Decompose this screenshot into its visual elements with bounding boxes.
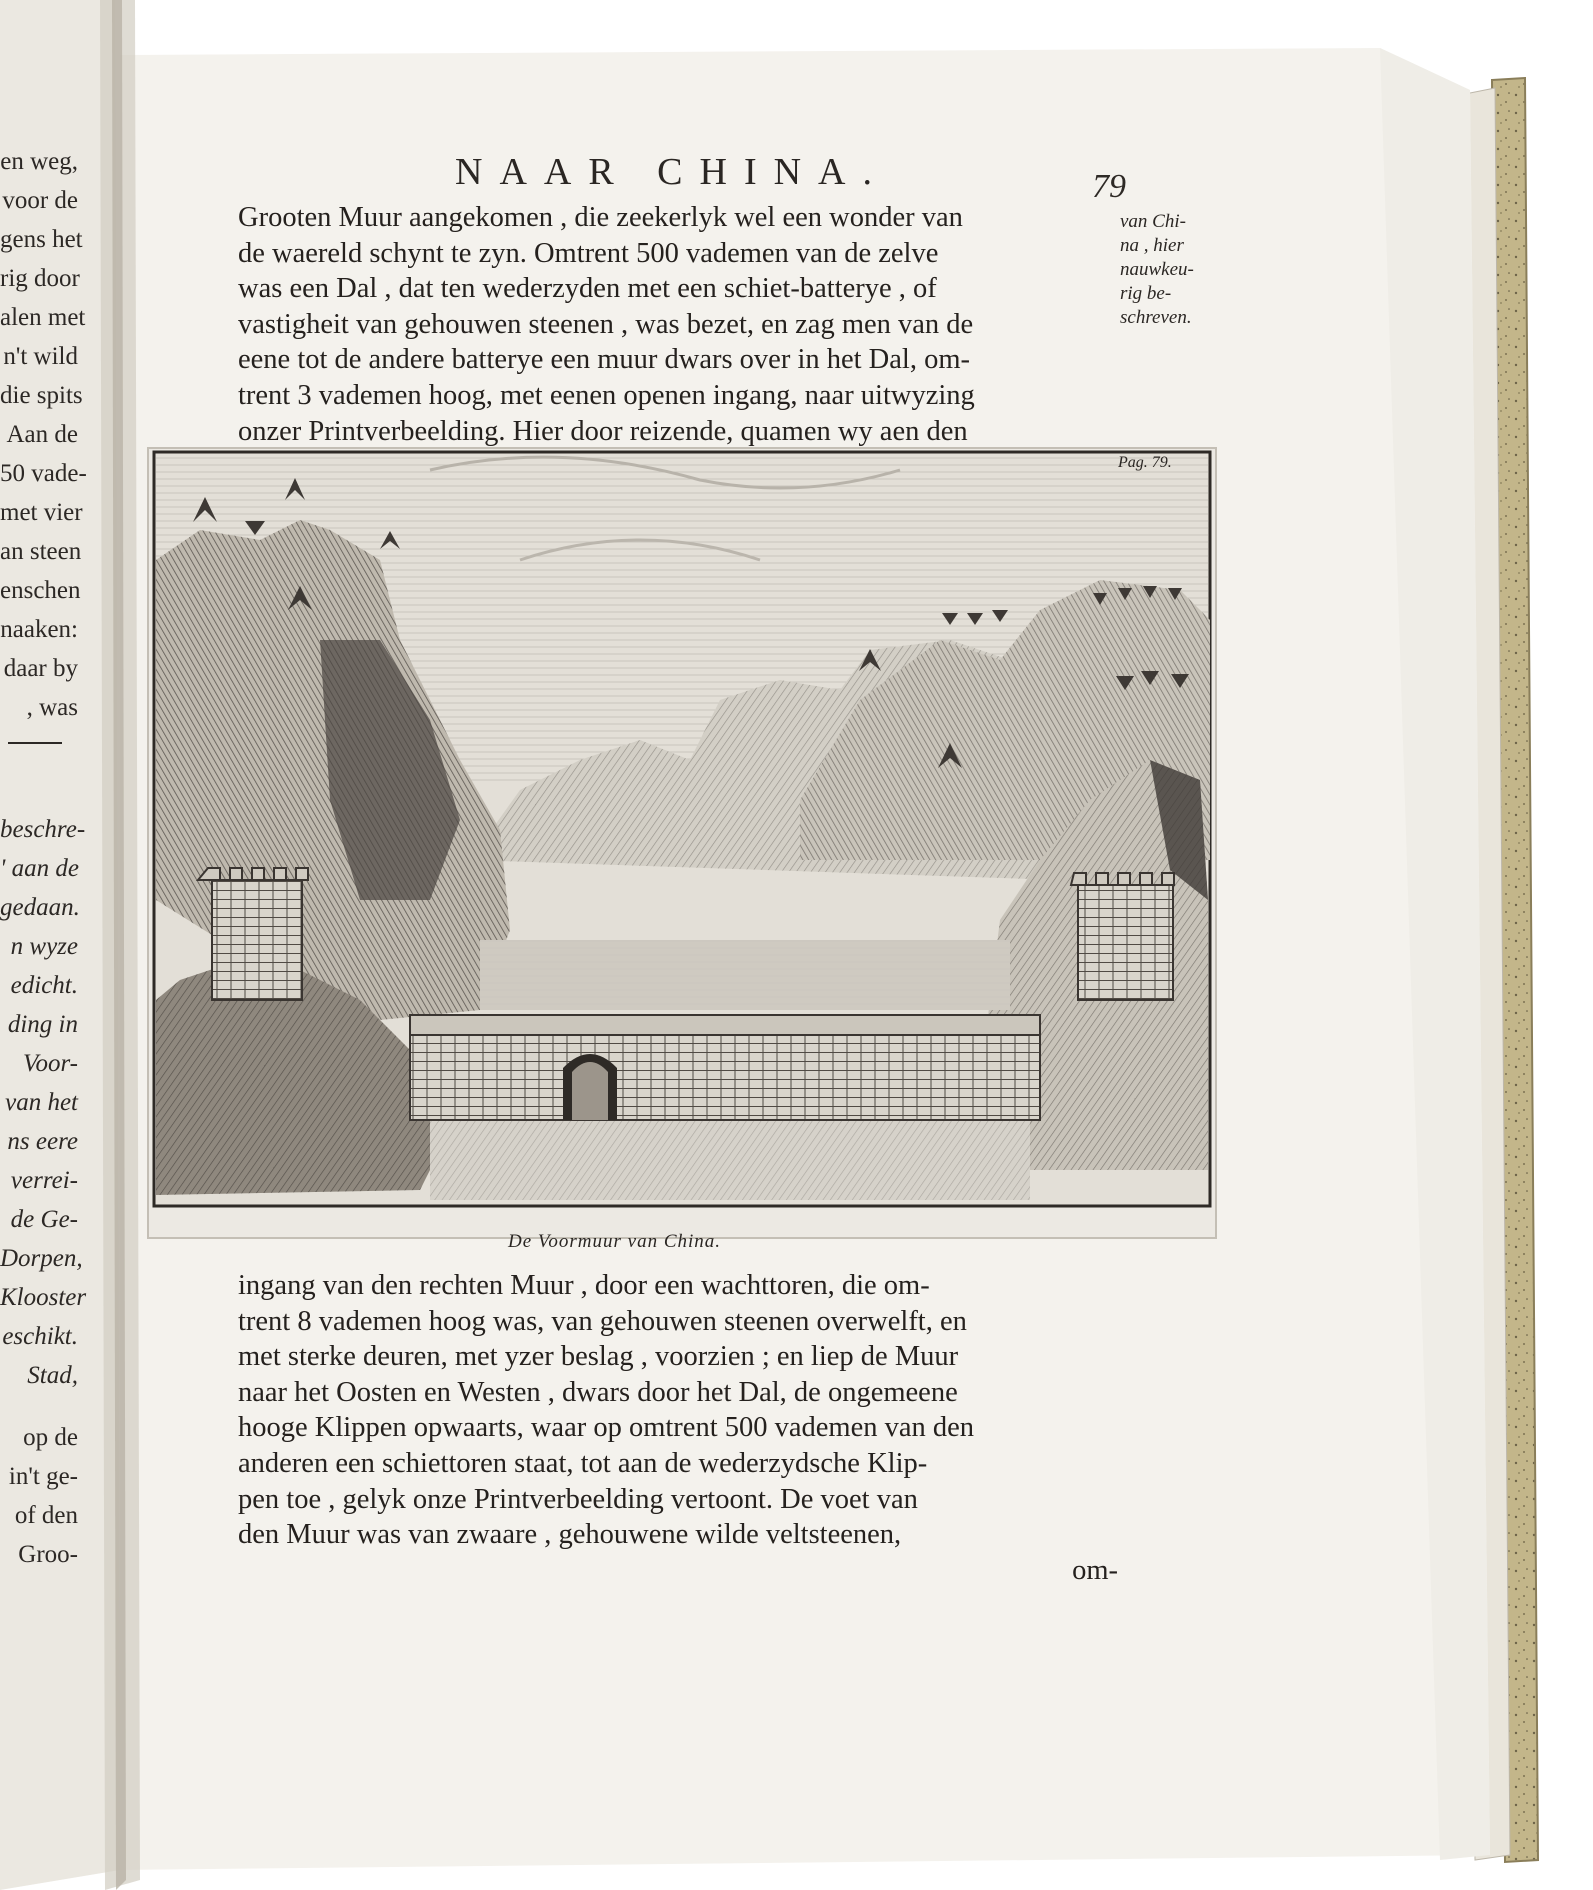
- margin-note-line: schreven.: [1120, 307, 1192, 328]
- left-line: , was: [26, 694, 78, 721]
- left-line: an steen: [0, 538, 82, 565]
- page-number: 79: [1092, 168, 1126, 205]
- text-line: om-: [1072, 1554, 1118, 1586]
- text-line: trent 8 vademen hoog was, van gehouwen steenen overwelft, en: [238, 1305, 967, 1337]
- left-line: en weg,: [0, 148, 78, 175]
- left-line: eschikt.: [2, 1323, 78, 1350]
- left-line: gens het: [0, 226, 83, 253]
- text-line: trent 3 vademen hoog, met eenen openen ingang, naar uitwyzing: [238, 379, 975, 411]
- body-text-top: [238, 200, 1118, 449]
- left-line: voor de: [2, 187, 78, 214]
- left-line: Voor-: [22, 1050, 78, 1077]
- body-text-bottom: [238, 1268, 1118, 1588]
- left-line: of den: [14, 1502, 78, 1529]
- plate-caption: De Voormuur van China.: [508, 1231, 722, 1252]
- left-line: in't ge-: [8, 1463, 78, 1490]
- running-head: NAAR CHINA.: [455, 151, 889, 193]
- left-line: daar by: [3, 655, 78, 682]
- left-page-text-middle: [0, 810, 87, 1395]
- left-line: Stad,: [27, 1362, 78, 1389]
- text-line: eene tot de andere batterye een muur dwars over in het Dal, om-: [238, 344, 970, 376]
- left-line: die spits: [0, 382, 83, 409]
- text-line: onzer Printverbeelding. Hier door reizende, quamen wy aen den: [238, 415, 968, 447]
- left-line: rig door: [0, 265, 80, 292]
- left-line: ding in: [7, 1011, 78, 1038]
- left-line: Dorpen,: [0, 1245, 83, 1272]
- left-line: 50 vade-: [0, 460, 87, 487]
- left-line: Groo-: [18, 1541, 78, 1568]
- left-line: verrei-: [10, 1167, 78, 1194]
- text-line: Grooten Muur aangekomen , die zeekerlyk wel een wonder van: [238, 202, 963, 233]
- left-page-text-top: [0, 142, 87, 727]
- left-line: de Ge-: [10, 1206, 78, 1233]
- left-line: n wyze: [10, 933, 78, 960]
- left-line: gedaan.: [0, 894, 80, 921]
- left-line: van het: [5, 1089, 78, 1116]
- left-line: enschen: [0, 577, 81, 604]
- text-line: met sterke deuren, met yzer beslag , voorzien ; en liep de Muur: [238, 1341, 959, 1373]
- margin-note-line: rig be-: [1120, 283, 1172, 304]
- text-line: hooge Klippen opwaarts, waar op omtrent 500 vademen van den: [238, 1412, 975, 1444]
- text-line: anderen een schiettoren staat, tot aan de wederzydsche Klip-: [238, 1447, 928, 1479]
- text-line: vastigheit van gehouwen steenen , was bezet, en zag men van de: [238, 308, 974, 340]
- left-line: met vier: [0, 499, 83, 526]
- left-line: Klooster: [0, 1284, 87, 1311]
- margin-note-line: nauwkeu-: [1120, 259, 1194, 280]
- text-line: pen toe , gelyk onze Printverbeelding vertoont. De voet van: [238, 1483, 918, 1515]
- left-line: op de: [23, 1424, 78, 1451]
- left-line: n't wild: [3, 343, 78, 370]
- margin-note-line: van Chi-: [1120, 211, 1186, 232]
- left-line: ns eere: [7, 1128, 78, 1155]
- text-line: de waereld schynt te zyn. Omtrent 500 vademen van de zelve: [238, 237, 939, 269]
- margin-note: [1120, 210, 1230, 330]
- text-line: den Muur was van zwaare , gehouwene wilde veltsteenen,: [238, 1519, 902, 1551]
- text-line: naar het Oosten en Westen , dwars door het Dal, de ongemeene: [238, 1376, 958, 1408]
- left-line: beschre-: [0, 816, 86, 843]
- left-page-text-bottom: [0, 1418, 78, 1574]
- left-line: edicht.: [10, 972, 78, 999]
- text-line: was een Dal , dat ten wederzyden met een schiet-batterye , of: [238, 273, 937, 305]
- text-line: ingang van den rechten Muur , door een wachttoren, die om-: [238, 1270, 930, 1301]
- left-line: Aan de: [6, 421, 78, 448]
- left-line: ' aan de: [0, 855, 79, 882]
- left-line: alen met: [0, 304, 86, 331]
- plate-page-label: Pag. 79.: [1118, 454, 1172, 471]
- margin-note-line: na , hier: [1120, 235, 1184, 256]
- left-line: naaken:: [0, 616, 78, 643]
